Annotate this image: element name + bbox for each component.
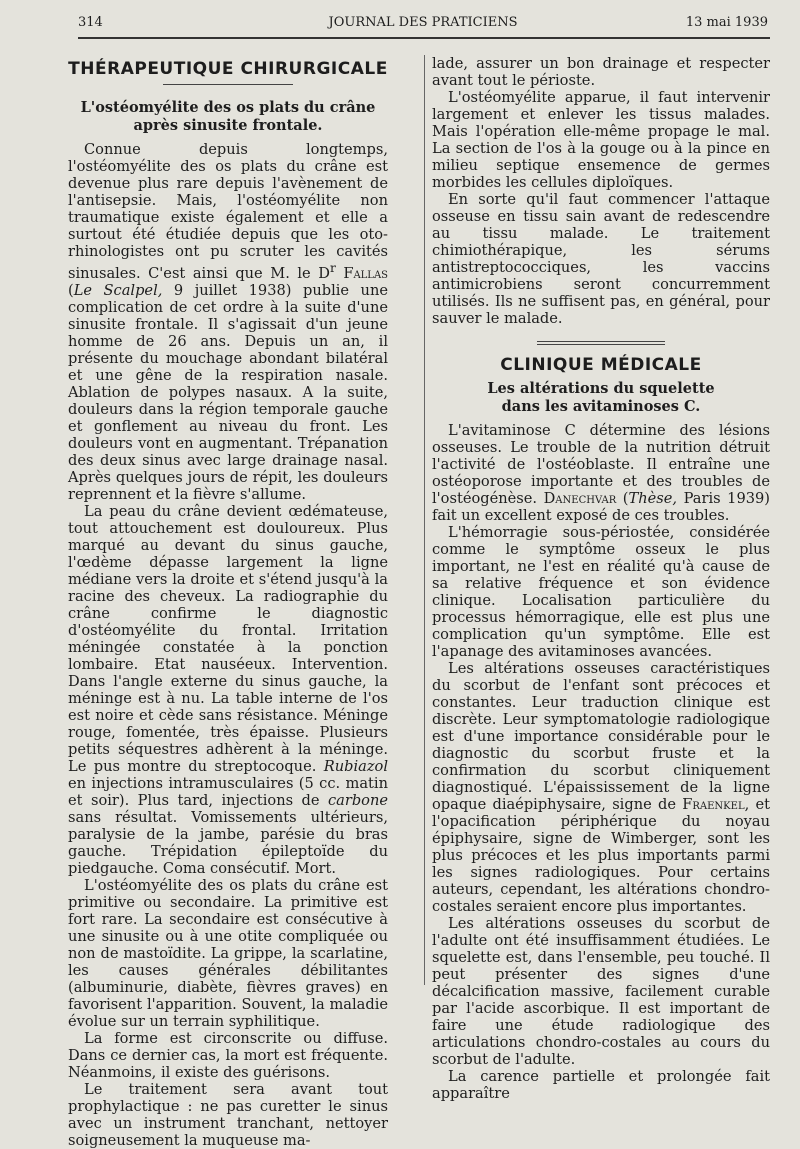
paragraph: lade, assurer un bon drainage et respecter avant tout le périoste. xyxy=(432,55,770,89)
drug-name: Rubiazol xyxy=(323,757,388,775)
drug-name: carbone xyxy=(327,791,388,809)
author-name: Danechvar xyxy=(543,490,617,507)
section-title-therapeutique: THÉRAPEUTIQUE CHIRURGICALE xyxy=(68,59,388,79)
section-underline xyxy=(163,84,293,85)
paragraph xyxy=(68,503,388,877)
paragraph: L'avitaminose C détermine des lésions osseuses. Le trouble de la nutrition détruit l'activité de l'ostéoblaste. Il entraîne une ostéoporose importante et des troubles de l'ostéogénèse. Danechvar (Thèse, Paris 1939) fait un excellent exposé de ces troubles. xyxy=(432,422,770,524)
text-run: 9 juillet 1938) publie une complication de cet ordre à la suite d'une sinusite frontale. Il s'agissait d'un jeune homme de 26 ans. Depuis un an, il présente du mouchage abondant bilatéral et une gêne de la respiration nasale. Ablation de polypes nasaux. A la suite, douleurs dans la région temporale gauche et gonflement au niveau du front. Les douleurs vont en augmentant. Trépanation des deux sinus avec large drainage nasal. Après quelques jours de répit, les douleurs reprennent et la fièvre s'allume. xyxy=(68,281,388,503)
paragraph: La forme est circonscrite ou diffuse. Dans ce dernier cas, la mort est fréquente. Néanmoins, il existe des guérisons. xyxy=(68,1029,388,1081)
paragraph: En sorte qu'il faut commencer l'attaque osseuse en tissu sain avant de redescendre au tissu malade. Le traitement chimiothérapique, les sérums antistreptococciques, les vaccins antimicrobiens seront concurremment utilisés. Ils ne suffisent pas, en général, pour sauver le malade. xyxy=(432,191,770,327)
text-run: , et l'opacification périphérique du noyau épiphysaire, signe de Wimberger, sont les plus précoces et les plus importants parmi les signes radiologiques. Pour certains auteurs, cependant, les altérations chondro-costales seraient encore plus importantes. xyxy=(432,796,771,915)
section-title-clinique: CLINIQUE MÉDICALE xyxy=(500,355,702,375)
text-run: en injections intramusculaires (5 cc. matin et soir). Plus tard, injections de xyxy=(68,774,388,809)
page-header xyxy=(78,15,768,35)
header-rule xyxy=(78,37,770,39)
page-number: 314 xyxy=(78,15,103,30)
text-run: Les altérations osseuses caractéristiques du scorbut de l'enfant sont précoces et constantes. Leur traduction clinique est discrète. Leur symptomatologie radiologique est d'une importance considérable pour le diagnostic du scorbut fruste et la confirmation du scorbut cliniquement diagnostiqué. L'épaississement de la ligne opaque diaépiphysaire, signe de xyxy=(432,660,770,813)
text-run: Paris 1939) fait un excellent exposé de ces troubles. xyxy=(432,490,770,524)
article-title-line2: dans les avitaminoses C. xyxy=(501,398,701,415)
paragraph: Connue depuis longtemps, l'ostéomyélite des os plats du crâne est devenue plus rare depuis l'avènement de l'antisepsie. Mais, l'ostéomyélite non traumatique existe également et elle a surtout été étudiée depuis que les oto-rhinologistes ont pu scruter les cavités sinusales. C'est ainsi que M. le $D^r$ Fallas (Le Scalpel, 9 juillet 1938) publie une complication de cet ordre à la suite d'une sinusite frontale. Il s'agissait d'un jeune homme de 26 ans. Depuis un an, il présente du mouchage abondant bilatéral et une gêne de la respiration nasale. Ablation de polypes nasaux. A la suite, douleurs dans la région temporale gauche et gonflement au niveau du front. Les douleurs vont en augmentant. Trépanation des deux sinus avec large drainage nasal. Après quelques jours de répit, les douleurs reprennent et la fièvre s'allume. xyxy=(68,141,389,503)
article-title-line2: après sinusite frontale. xyxy=(133,117,323,134)
paragraph: L'hémorragie sous-périostée, considérée comme le symptôme osseux le plus important, ne l'est en réalité qu'à cause de sa relative fréquence et son évidence clinique. Localisation particulière du processus hémorragique, elle est plus une complication qu'un symptôme. Elle est l'apanage des avitaminoses avancées. xyxy=(432,524,770,660)
left-column xyxy=(68,55,388,1149)
text-run: La peau du crâne devient œdémateuse, tout attouchement est douloureux. Plus marqué au devant du sinus gauche, l'œdème dépasse largement la ligne médiane vers la droite et s'étend jusqu'à la racine des cheveux. La radiographie du crâne confirme le diagnostic d'ostéomyélite du frontal. Irritation méningée constatée à la ponction lombaire. Etat nauséeux. Intervention. Dans l'angle externe du sinus gauche, la méninge est à nu. La table interne de l'os est noire et cède sans résistance. Méninge rouge, fomentée, très épaisse. Plusieurs petits séquestres adhèrent à la méninge. Le pus montre du streptocoque. xyxy=(68,502,388,775)
section-separator xyxy=(537,341,665,345)
column-divider xyxy=(424,55,425,985)
journal-title: JOURNAL DES PRATICIENS xyxy=(328,15,518,30)
text-run: sans résultat. Vomissements ultérieurs, paralysie de la jambe, parésie du bras gauche. Trépidation épileptoïde du piedgauche. Coma consécutif. Mort. xyxy=(68,808,388,877)
issue-date: 13 mai 1939 xyxy=(685,15,768,30)
paragraph: La carence partielle et prolongée fait apparaître xyxy=(432,1068,770,1102)
paragraph: L'ostéomyélite apparue, il faut intervenir largement et enlever les tissus malades. Mais l'opération elle-même propage le mal. La section de l'os à la gouge ou à la pince en milieu septique ensemence de germes morbides les cellules diploïques. xyxy=(432,89,770,191)
text-run: Connue depuis longtemps, l'ostéomyélite des os plats du crâne est devenue plus rare depuis l'avènement de l'antisepsie. Mais, l'ostéomyélite non traumatique existe également et elle a surtout été étudiée depuis que les oto-rhinologistes ont pu scruter les cavités sinusales. C'est ainsi que M. le D xyxy=(68,141,388,282)
paragraph: L'ostéomyélite des os plats du crâne est primitive ou secondaire. La primitive est fort rare. La secondaire est consécutive à une sinusite ou à une otite compliquée ou non de mastoïdite. La grippe, la scarlatine, les causes générales débilitantes (albuminurie, diabète, fièvres graves) en favorisent l'apparition. Souvent, la maladie évolue sur un terrain syphilitique. xyxy=(68,876,388,1030)
author-name: Fallas xyxy=(343,264,389,282)
article-title-line1: L'ostéomyélite des os plats du crâne xyxy=(80,99,376,116)
article-title-squelette xyxy=(442,380,760,416)
right-column xyxy=(432,55,770,1102)
article-title-osteomyelite xyxy=(78,99,378,135)
superscript: r xyxy=(329,261,336,275)
paragraph: Les altérations osseuses du scorbut de l'adulte ont été insuffisamment étudiées. Le squelette est, dans l'ensemble, peu touché. Il peut présenter des signes d'une décalcification massive, facilement curable par l'acide ascorbique. Il est important de faire une étude radiologique des articulations chondro-costales au cours du scorbut de l'adulte. xyxy=(432,915,770,1068)
text-run: L'avitaminose C détermine des lésions osseuses. Le trouble de la nutrition détruit l'activité de l'ostéoblaste. Il entraîne une ostéoporose importante et des troubles de l'ostéogénèse. xyxy=(432,422,770,507)
journal-reference: Le Scalpel, xyxy=(73,281,163,299)
paragraph xyxy=(432,660,770,915)
article-title-line1: Les altérations du squelette xyxy=(487,380,715,397)
thesis-reference: Thèse, xyxy=(628,490,678,507)
paragraph: Le traitement sera avant tout prophylactique : ne pas curetter le sinus avec un instrument tranchant, nettoyer soigneusement la muqueuse ma- xyxy=(68,1080,388,1149)
author-name: Fraenkel xyxy=(682,796,745,813)
